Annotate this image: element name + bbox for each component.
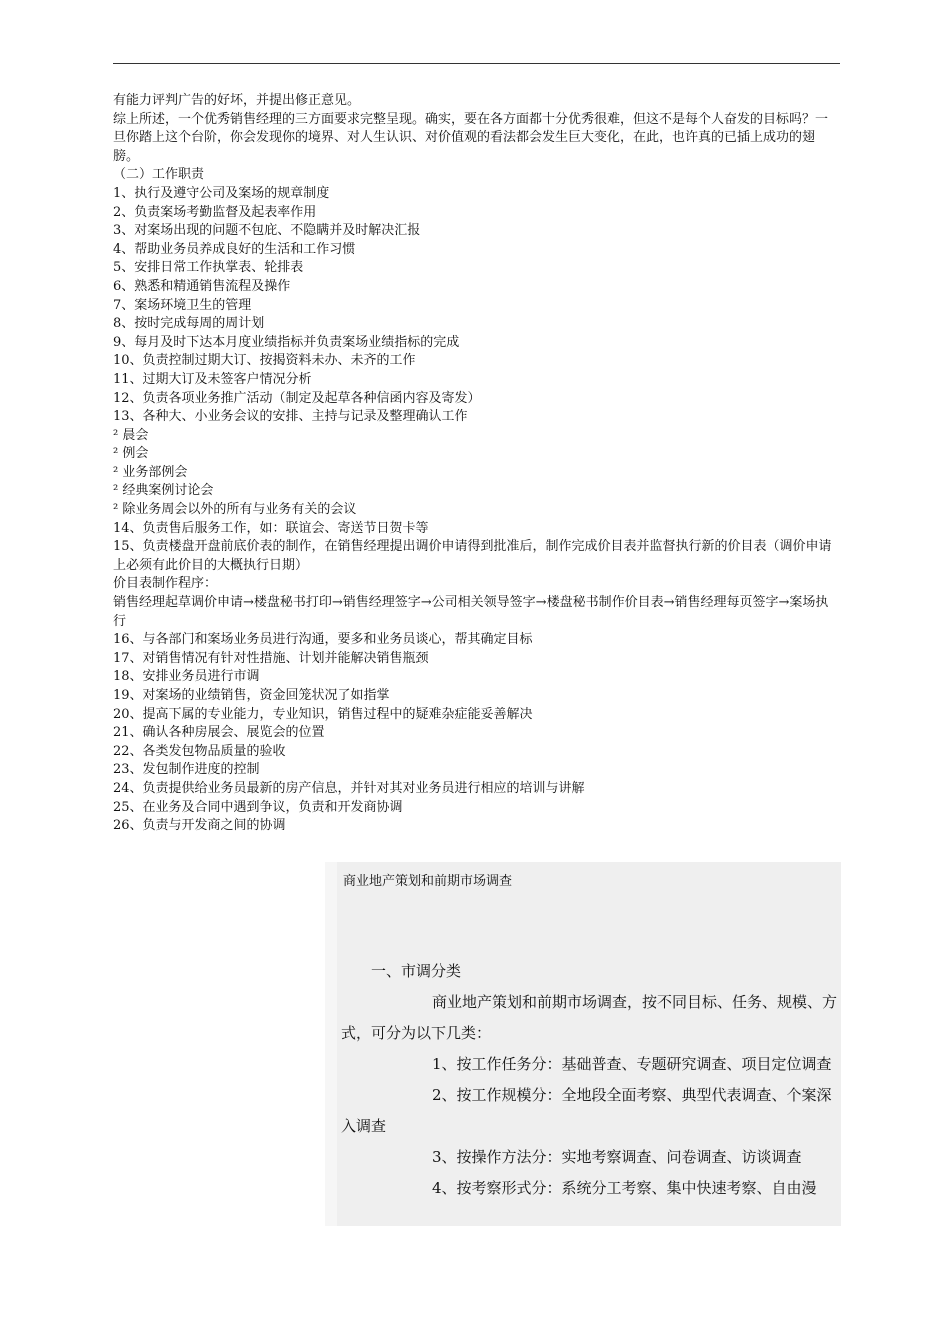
procedure-flow: 销售经理起草调价申请→楼盘秘书打印→销售经理签字→公司相关领导签字→楼盘秘书制作价目表→销售经理每页签字→案场执行: [113, 595, 829, 629]
article-item: 2、按工作规模分：全地段全面考察、典型代表调查、个案深入调查: [341, 1086, 832, 1135]
list-item: 1、执行及遵守公司及案场的规章制度: [113, 185, 330, 201]
list-item: 17、对销售情况有针对性措施、计划并能解决销售瓶颈: [113, 650, 429, 666]
article-item: 3、按操作方法分：实地考察调查、问卷调查、访谈调查: [432, 1148, 802, 1166]
document-body: [113, 92, 840, 836]
text-line: 有能力评判广告的好坏，并提出修正意见。: [113, 93, 361, 108]
list-item: 19、对案场的业绩销售，资金回笼状况了如指掌: [113, 688, 390, 703]
list-item: 21、确认各种房展会、展览会的位置: [113, 725, 325, 741]
list-item: 11、过期大订及未签客户情况分析: [113, 371, 312, 387]
list-item: 10、负责控制过期大订、按揭资料未办、未齐的工作: [113, 353, 416, 369]
list-item: 5、安排日常工作执掌表、轮排表: [113, 260, 304, 276]
list-item: 2、负责案场考勤监督及起表率作用: [113, 204, 317, 220]
list-item: 9、每月及时下达本月度业绩指标并负责案场业绩指标的完成: [113, 334, 460, 350]
list-item: 13、各种大、小业务会议的安排、主持与记录及整理确认工作: [113, 409, 468, 425]
list-item: 14、负责售后服务工作，如：联谊会、寄送节日贺卡等: [113, 520, 429, 536]
list-item: 8、按时完成每周的周计划: [113, 316, 265, 332]
sub-item: ² 经典案例讨论会: [113, 483, 214, 499]
article-intro: 商业地产策划和前期市场调查，按不同目标、任务、规模、方式，可分为以下几类：: [341, 993, 838, 1042]
list-item: 15、负责楼盘开盘前底价表的制作，在销售经理提出调价申请得到批准后，制作完成价目表并监督执行新的价目表（调价申请上必须有此价目的大概执行日期）: [113, 539, 832, 573]
list-item: 26、负责与开发商之间的协调: [113, 818, 286, 834]
list-item: 12、负责各项业务推广活动（制定及起草各种信函内容及寄发）: [113, 390, 481, 406]
article-title: 商业地产策划和前期市场调查: [343, 874, 513, 889]
sub-item: ² 业务部例会: [113, 464, 188, 480]
box-shadow: [325, 862, 337, 1226]
list-item: 3、对案场出现的问题不包庇、不隐瞒并及时解决汇报: [113, 223, 421, 239]
header-rule: [113, 63, 840, 64]
list-item: 24、负责提供给业务员最新的房产信息，并针对其对业务员进行相应的培训与讲解: [113, 780, 585, 796]
sub-item: ² 除业务周会以外的所有与业务有关的会议: [113, 502, 357, 518]
list-item: 7、案场环境卫生的管理: [113, 297, 252, 313]
sub-item: ² 晨会: [113, 427, 149, 443]
list-item: 4、帮助业务员养成良好的生活和工作习惯: [113, 241, 356, 257]
article-body: [341, 956, 837, 1204]
article-heading: 一、市调分类: [371, 962, 462, 980]
article-item: 1、按工作任务分：基础普查、专题研究调查、项目定位调查: [432, 1055, 832, 1073]
list-item: 16、与各部门和案场业务员进行沟通，要多和业务员谈心，帮其确定目标: [113, 632, 533, 648]
sub-item: ² 例会: [113, 446, 149, 462]
article-item: 4、按考察形式分：系统分工考察、集中快速考察、自由漫: [432, 1179, 817, 1197]
list-item: 23、发包制作进度的控制: [113, 762, 260, 778]
list-item: 22、各类发包物品质量的验收: [113, 743, 286, 759]
embedded-article-box: [337, 862, 841, 1226]
list-item: 20、提高下属的专业能力，专业知识，销售过程中的疑难杂症能妥善解决: [113, 706, 533, 722]
summary-paragraph: 综上所述，一个优秀销售经理的三方面要求完整呈现。确实，要在各方面都十分优秀很难，但这不是每个人奋发的目标吗？一旦你踏上这个台阶，你会发现你的境界、对人生认识、对价值观的看法都会发生巨大变化，在此，也许真的已插上成功的翅膀。: [113, 111, 829, 164]
list-item: 6、熟悉和精通销售流程及操作: [113, 278, 291, 294]
section-heading: （二）工作职责: [113, 167, 205, 183]
procedure-label: 价目表制作程序：: [113, 576, 218, 592]
list-item: 18、安排业务员进行市调: [113, 669, 260, 685]
list-item: 25、在业务及合同中遇到争议，负责和开发商协调: [113, 799, 403, 815]
